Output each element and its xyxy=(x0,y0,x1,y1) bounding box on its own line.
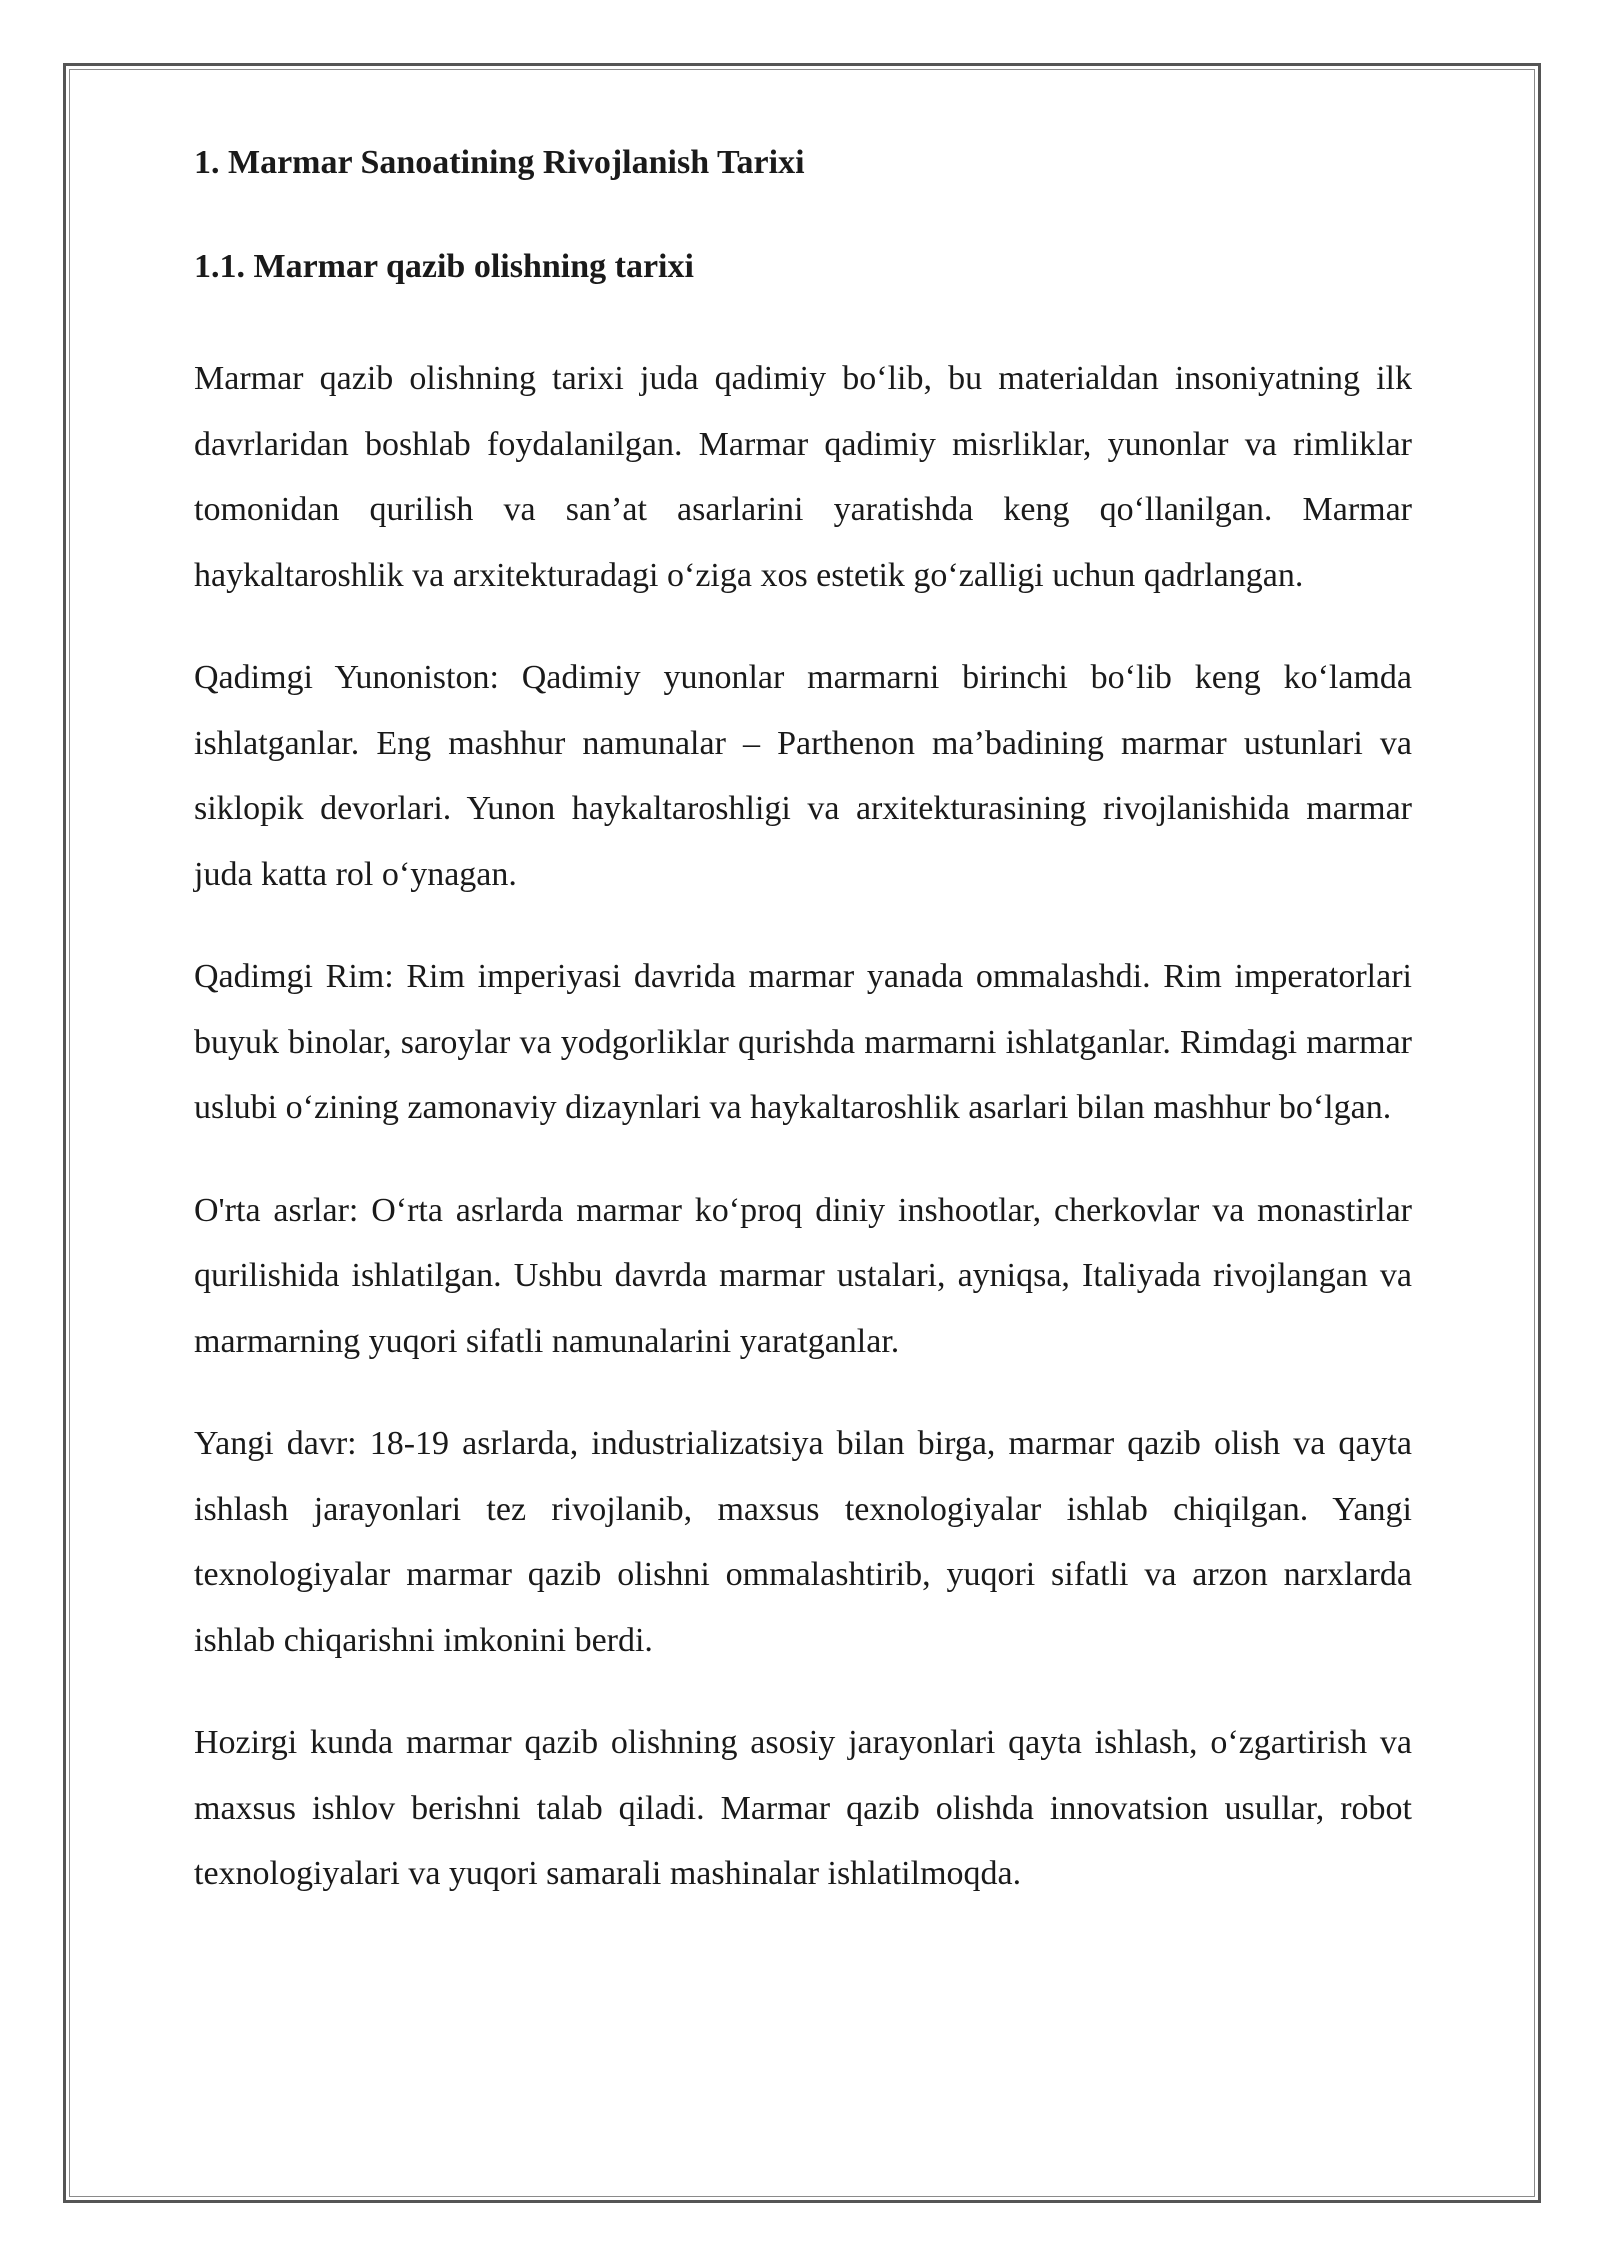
paragraph-present-day: Hozirgi kunda marmar qazib olishning asosiy jarayonlari qayta ishlash, o‘zgartirish va maxsus ishlov berishni talab qiladi. Marmar qazib olishda innovatsion usullar, robot texnologiyalari va yuqori samarali mashinalar ishlatilmoqda. xyxy=(194,1724,1412,1892)
paragraph-intro: Marmar qazib olishning tarixi juda qadimiy bo‘lib, bu materialdan insoniyatning ilk davrlaridan boshlab foydalanilgan. Marmar qadimiy misrliklar, yunonlar va rimliklar tomonidan qurilish va san’at asarlarini yaratishda keng qo‘llanilgan. Marmar haykaltaroshlik va arxitekturadagi o‘ziga xos estetik go‘zalligi uchun qadrlangan. xyxy=(194,360,1412,594)
paragraph-ancient-rome: Qadimgi Rim: Rim imperiyasi davrida marmar yanada ommalashdi. Rim imperatorlari buyuk binolar, saroylar va yodgorliklar qurishda marmarni ishlatganlar. Rimdagi marmar uslubi o‘zining zamonaviy dizaynlari va haykaltaroshlik asarlari bilan mashhur bo‘lgan. xyxy=(194,958,1412,1126)
document-body xyxy=(194,138,1412,1944)
paragraph-ancient-greece: Qadimgi Yunoniston: Qadimiy yunonlar marmarni birinchi bo‘lib keng ko‘lamda ishlatganlar. Eng mashhur namunalar – Parthenon ma’badining marmar ustunlari va siklopik devorlari. Yunon haykaltaroshligi va arxitekturasining rivojlanishida marmar juda katta rol o‘ynagan. xyxy=(194,659,1412,893)
paragraph-middle-ages: O'rta asrlar: O‘rta asrlarda marmar ko‘proq diniy inshootlar, cherkovlar va monastirlar qurilishida ishlatilgan. Ushbu davrda marmar ustalari, ayniqsa, Italiyada rivojlangan va marmarning yuqori sifatli namunalarini yaratganlar. xyxy=(194,1191,1412,1360)
chapter-heading: 1. Marmar Sanoatining Rivojlanish Tarixi xyxy=(194,144,805,181)
section-heading: 1.1. Marmar qazib olishning tarixi xyxy=(194,248,694,285)
paragraph-modern-era: Yangi davr: 18-19 asrlarda, industrializatsiya bilan birga, marmar qazib olish va qayta ishlash jarayonlari tez rivojlanib, maxsus texnologiyalar ishlab chiqilgan. Yangi texnologiyalar marmar qazib olishni ommalashtirib, yuqori sifatli va arzon narxlarda ishlab chiqarishni imkonini berdi. xyxy=(194,1425,1412,1659)
